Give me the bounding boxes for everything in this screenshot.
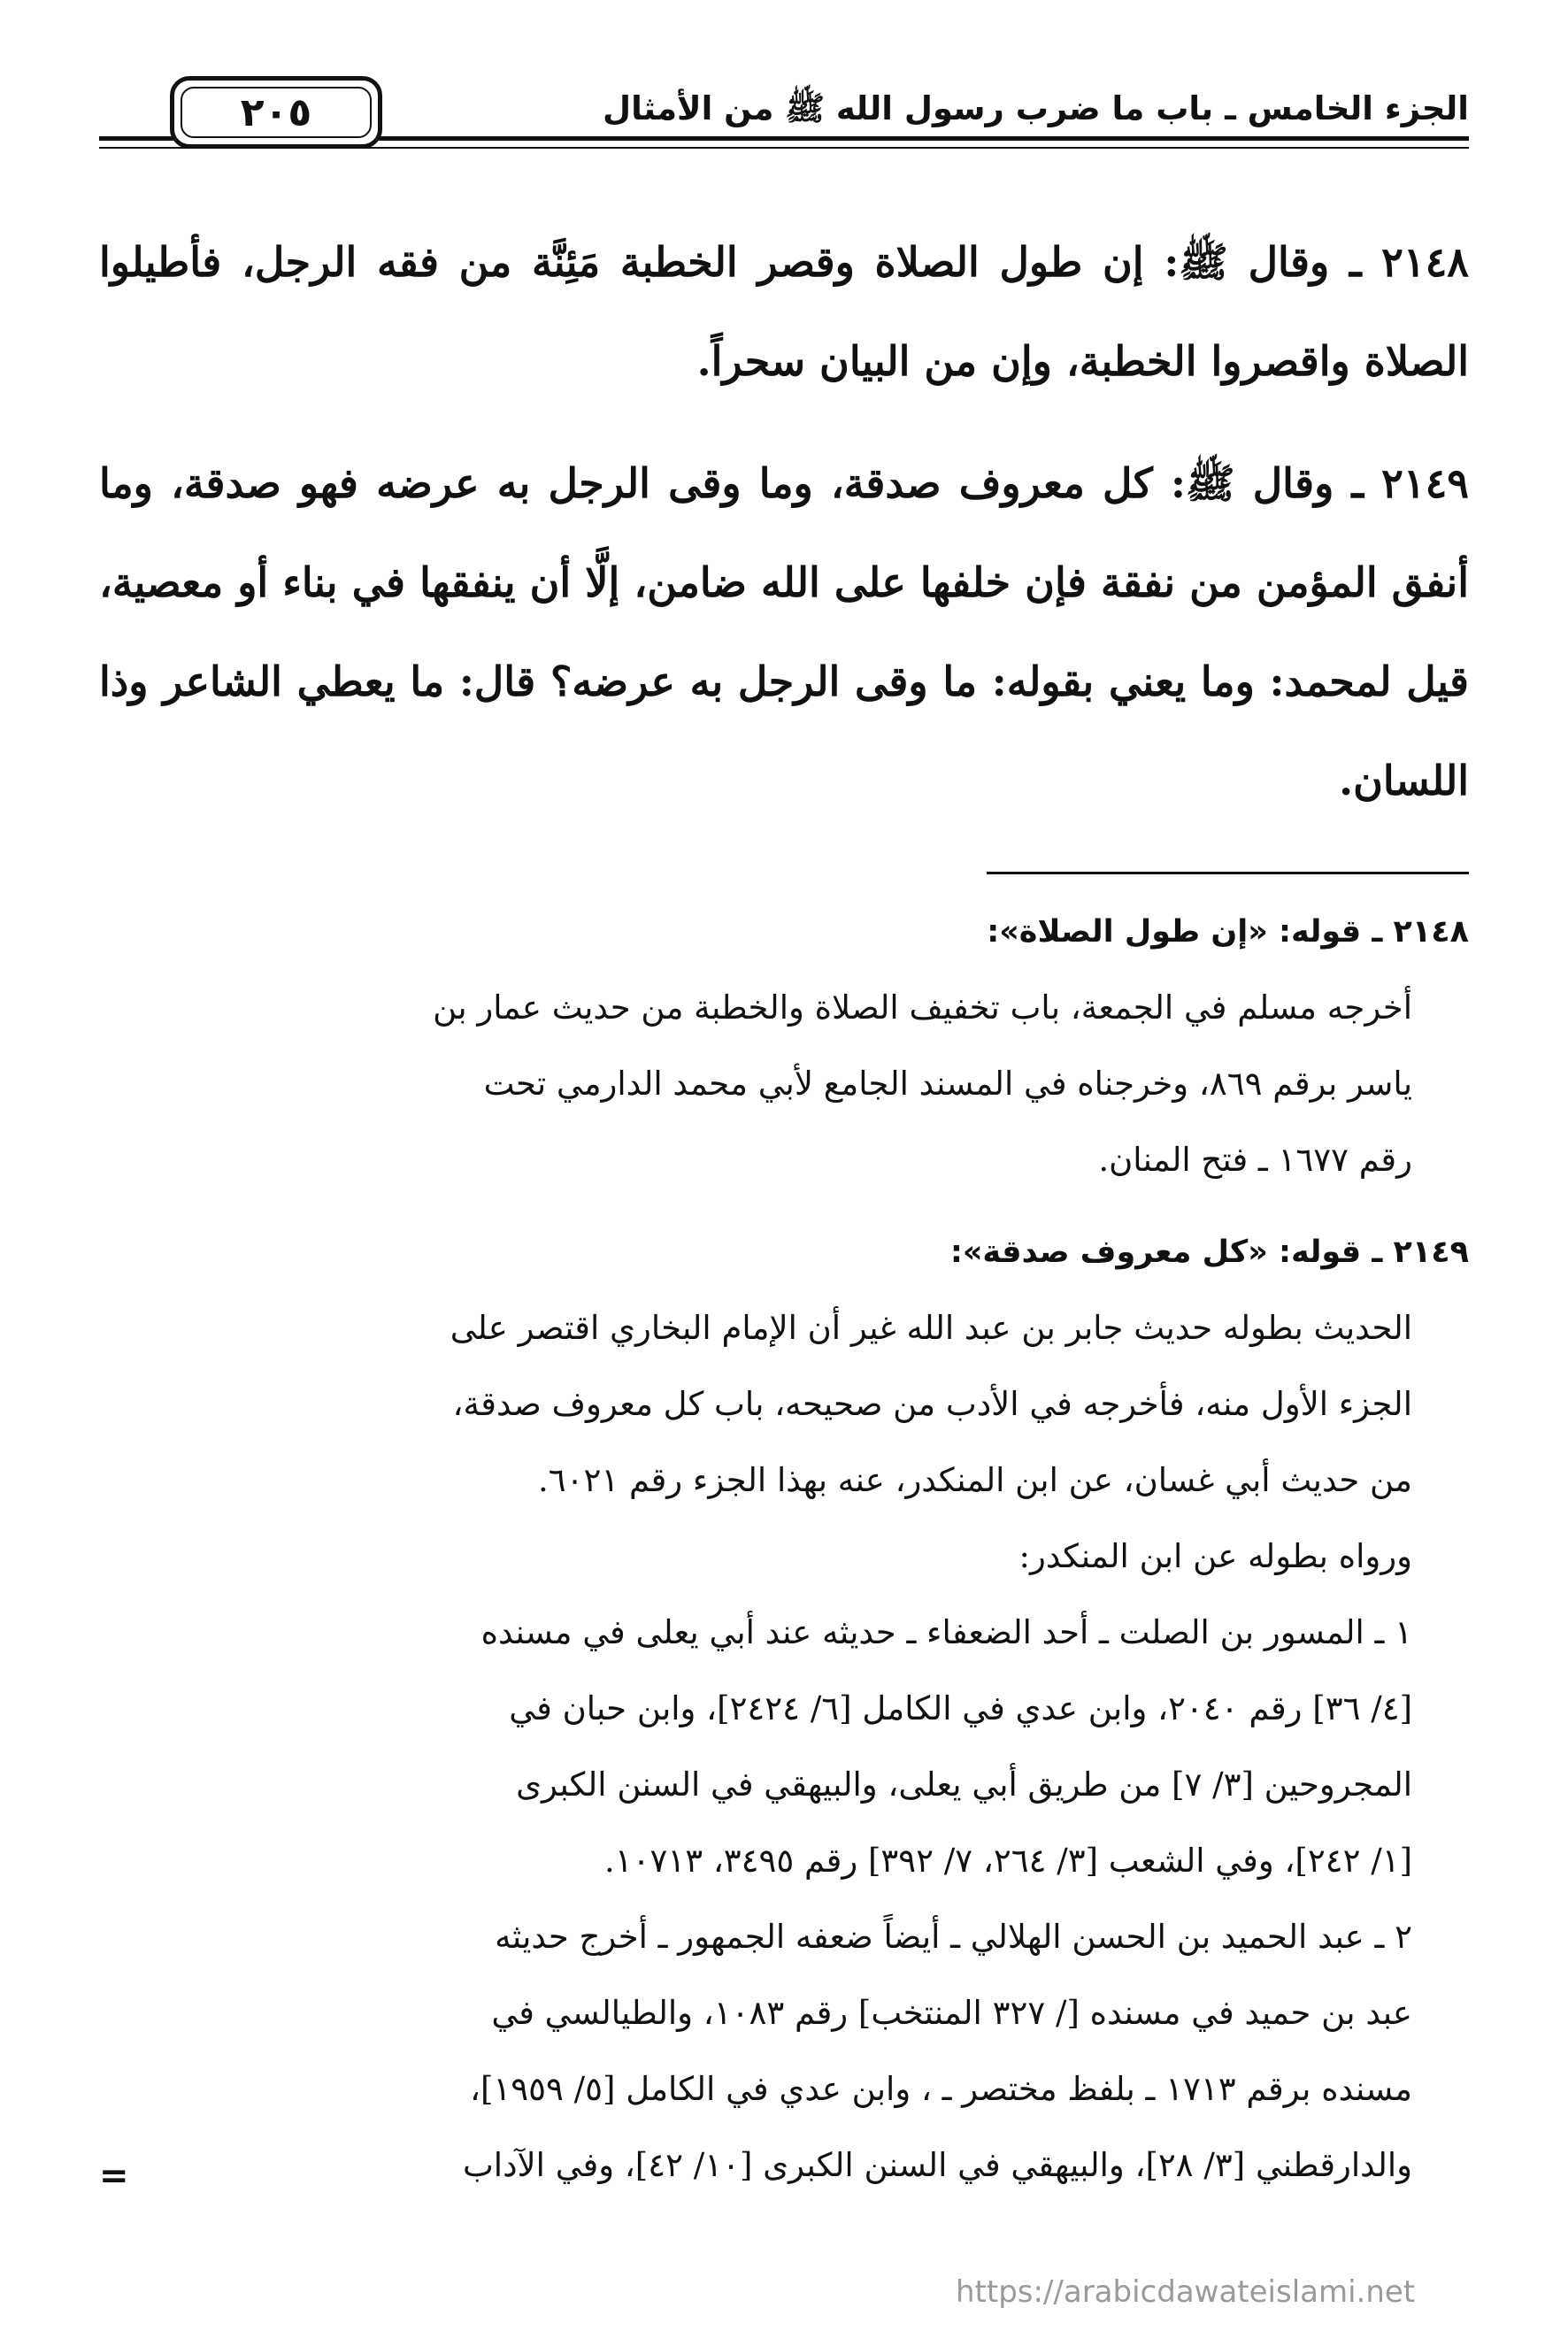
footnote-line: ورواه بطوله عن ابن المنكدر: <box>1018 1537 1412 1575</box>
page-header <box>99 73 1469 154</box>
footnotes <box>99 894 1469 2219</box>
footnote-line: والدارقطني [٣/ ٢٨]، والبيهقي في السنن الكبرى [١٠/ ٤٢]، وفي الآداب <box>462 2146 1412 2184</box>
page-number-frame <box>170 76 382 149</box>
footnote-heading: ٢١٤٨ ـ قوله: «إن طول الصلاة»: <box>987 914 1469 950</box>
main-text <box>99 212 1469 853</box>
footnote-line: [١/ ٢٤٢]، وفي الشعب [٣/ ٢٦٤، ٧/ ٣٩٢] رقم ٣٤٩٥، ١٠٧١٣. <box>603 1842 1412 1880</box>
footnote-2148 <box>99 894 1469 1198</box>
footnote-line: [٤/ ٣٦] رقم ٢٠٤٠، وابن عدي في الكامل [٦/ ٢٤٢٤]، وابن حبان في <box>509 1689 1412 1727</box>
footnote-line: ٢ ـ عبد الحميد بن الحسن الهلالي ـ أيضاً ضعفه الجمهور ـ أخرج حديثه <box>495 1918 1412 1956</box>
continuation-mark: = <box>99 2156 129 2196</box>
footnote-line: من حديث أبي غسان، عن ابن المنكدر، عنه بهذا الجزء رقم ٦٠٢١. <box>537 1461 1412 1499</box>
footnote-line: الجزء الأول منه، فأخرجه في الأدب من صحيحه، باب كل معروف صدقة، <box>452 1385 1412 1423</box>
watermark-url: https://arabicdawateislami.net <box>956 2274 1416 2310</box>
footnote-line: مسنده برقم ١٧١٣ ـ بلفظ مختصر ـ ، وابن عدي في الكامل [٥/ ١٩٥٩]، <box>470 2070 1412 2108</box>
footnote-line: ياسر برقم ٨٦٩، وخرجناه في المسند الجامع لأبي محمد الدارمي تحت <box>483 1065 1412 1103</box>
hadith-2149: ٢١٤٩ ـ وقال ﷺ: كل معروف صدقة، وما وقى الرجل به عرضه فهو صدقة، وما أنفق المؤمن من نفقة فإن خلفها على الله ضامن، إلَّا أن ينفقها في بناء أو معصية، قيل لمحمد: وما يعني بقوله: ما وقى الرجل به عرضه؟ قال: ما يعطي الشاعر وذا اللسان. <box>99 459 1469 804</box>
footnote-line: ١ ـ المسور بن الصلت ـ أحد الضعفاء ـ حديثه عند أبي يعلى في مسنده <box>480 1613 1412 1651</box>
footnote-heading: ٢١٤٩ ـ قوله: «كل معروف صدقة»: <box>949 1235 1469 1270</box>
page-number: ٢٠٥ <box>240 89 312 135</box>
footnote-line: عبد بن حميد في مسنده [/ ٣٢٧ المنتخب] رقم ١٠٨٣، والطيالسي في <box>491 1994 1412 2032</box>
footnote-separator <box>987 872 1469 874</box>
hadith-2148: ٢١٤٨ ـ وقال ﷺ: إن طول الصلاة وقصر الخطبة مَئِنَّة من فقه الرجل، فأطيلوا الصلاة واقصروا الخطبة، وإن من البيان سحراً. <box>99 238 1469 385</box>
footnote-line: أخرجه مسلم في الجمعة، باب تخفيف الصلاة والخطبة من حديث عمار بن <box>433 989 1412 1027</box>
footnote-2149 <box>99 1214 1469 2204</box>
running-title: الجزء الخامس ـ باب ما ضرب رسول الله ﷺ من الأمثال <box>603 89 1469 127</box>
footnote-line: رقم ١٦٧٧ ـ فتح المنان. <box>1098 1141 1412 1179</box>
footnote-line: المجروحين [٣/ ٧] من طريق أبي يعلى، والبيهقي في السنن الكبرى <box>516 1766 1412 1804</box>
footnote-line: الحديث بطوله حديث جابر بن عبد الله غير أن الإمام البخاري اقتصر على <box>450 1309 1412 1347</box>
